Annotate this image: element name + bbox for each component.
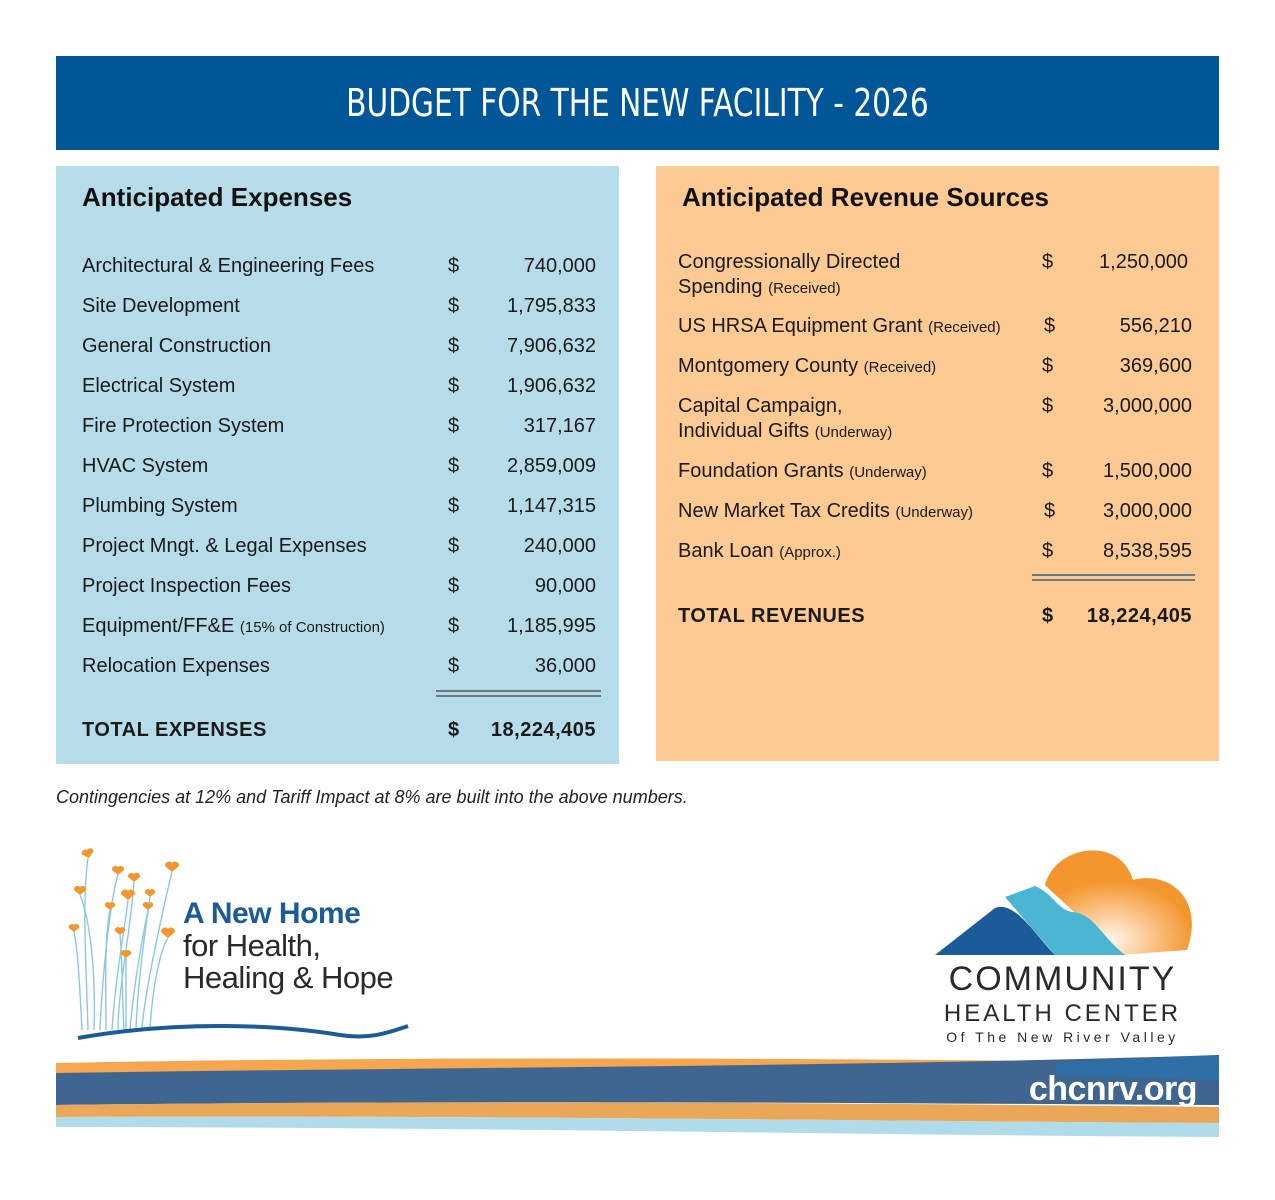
expense-row xyxy=(82,614,602,639)
revenue-status: (Approx.) xyxy=(779,544,841,561)
expense-amount: 90,000 xyxy=(534,575,596,597)
revenue-label-group xyxy=(678,314,1001,340)
title-banner xyxy=(56,56,1219,150)
total-label: TOTAL REVENUES xyxy=(678,605,866,627)
expense-label: Equipment/FF&E xyxy=(82,615,235,637)
currency-symbol: $ xyxy=(448,455,460,477)
expense-amount: 1,185,995 xyxy=(507,615,596,637)
revenue-label: Bank Loan xyxy=(678,540,774,562)
revenue-status: (Received) xyxy=(928,319,1001,336)
currency-symbol: $ xyxy=(1042,355,1054,377)
page-title: BUDGET FOR THE NEW FACILITY - 2026 xyxy=(346,81,929,125)
org-name-line3: Of The New River Valley xyxy=(946,1029,1179,1045)
revenue-label-line1: Capital Campaign, xyxy=(678,395,843,417)
campaign-logo xyxy=(60,840,420,1050)
currency-symbol: $ xyxy=(448,375,460,397)
revenue-status: (Received) xyxy=(768,280,841,297)
tagline-line3: Healing & Hope xyxy=(183,960,394,996)
revenue-label: New Market Tax Credits xyxy=(678,500,890,522)
campaign-tagline xyxy=(183,898,393,995)
revenue-label-group xyxy=(678,250,900,301)
expense-amount: 2,859,009 xyxy=(507,455,596,477)
revenue-amount: 1,500,000 xyxy=(1103,460,1192,482)
footnote: Contingencies at 12% and Tariff Impact at 8% are built into the above numbers. xyxy=(56,787,688,807)
expense-label: Project Mngt. & Legal Expenses xyxy=(82,535,367,557)
revenue-label-group xyxy=(678,354,936,380)
currency-symbol: $ xyxy=(1042,460,1054,482)
expense-row xyxy=(82,334,602,359)
expense-row xyxy=(82,654,602,679)
revenue-label: Foundation Grants xyxy=(678,460,844,482)
currency-symbol: $ xyxy=(448,335,460,357)
revenue-title: Anticipated Revenue Sources xyxy=(682,182,1049,212)
expense-label: HVAC System xyxy=(82,455,209,477)
expense-label: Architectural & Engineering Fees xyxy=(82,255,375,277)
expense-amount: 1,147,315 xyxy=(507,495,596,517)
revenue-panel xyxy=(656,166,1219,761)
expense-label: Site Development xyxy=(82,295,240,317)
revenue-label: Montgomery County xyxy=(678,355,859,377)
revenue-label-line1: Congressionally Directed xyxy=(678,251,901,273)
expense-row xyxy=(82,254,602,279)
expense-amount: 36,000 xyxy=(534,655,596,677)
expense-label: Relocation Expenses xyxy=(82,655,270,677)
tagline-line1: A New Home xyxy=(183,897,361,930)
website-link[interactable]: chcnrv.org xyxy=(1028,1070,1197,1108)
revenue-amount: 3,000,000 xyxy=(1103,395,1192,417)
currency-symbol: $ xyxy=(1042,605,1054,627)
currency-symbol: $ xyxy=(448,655,460,677)
expense-amount: 7,906,632 xyxy=(507,335,596,357)
currency-symbol: $ xyxy=(1044,315,1056,337)
total-divider xyxy=(436,690,601,697)
expense-row xyxy=(82,494,602,519)
expense-label-group xyxy=(82,614,385,640)
revenue-label: US HRSA Equipment Grant xyxy=(678,315,923,337)
expenses-total-row xyxy=(82,718,602,743)
organization-logo xyxy=(905,840,1215,1050)
expense-amount: 240,000 xyxy=(523,535,596,557)
revenue-row xyxy=(678,394,1198,444)
revenue-label-group xyxy=(678,499,973,525)
revenue-amount: 369,600 xyxy=(1119,355,1192,377)
expense-amount: 1,906,632 xyxy=(507,375,596,397)
tagline-line2: for Health, xyxy=(183,927,321,963)
revenue-status: (Underway) xyxy=(814,424,893,441)
currency-symbol: $ xyxy=(448,575,460,597)
revenue-status: (Underway) xyxy=(849,464,927,481)
expenses-panel xyxy=(56,166,619,764)
expense-label: Electrical System xyxy=(82,375,236,397)
currency-symbol: $ xyxy=(448,295,460,317)
revenue-amount: 8,538,595 xyxy=(1103,540,1192,562)
currency-symbol: $ xyxy=(1044,500,1056,522)
expense-row xyxy=(82,414,602,439)
currency-symbol: $ xyxy=(1042,395,1054,417)
revenue-amount: 1,250,000 xyxy=(1099,251,1188,273)
currency-symbol: $ xyxy=(448,255,460,277)
revenue-label-group xyxy=(678,539,841,565)
expense-label: General Construction xyxy=(82,335,271,357)
expense-label: Plumbing System xyxy=(82,495,238,517)
expenses-title: Anticipated Expenses xyxy=(82,182,353,212)
total-amount: 18,224,405 xyxy=(1086,605,1192,627)
expense-row xyxy=(82,374,602,399)
revenue-label: Spending xyxy=(678,276,763,298)
currency-symbol: $ xyxy=(448,535,460,557)
expense-note: (15% of Construction) xyxy=(239,619,385,636)
total-divider xyxy=(1032,574,1195,581)
currency-symbol: $ xyxy=(448,615,460,637)
revenue-amount: 556,210 xyxy=(1119,315,1192,337)
expense-row xyxy=(82,534,602,559)
currency-symbol: $ xyxy=(1042,540,1054,562)
revenue-label-group xyxy=(678,459,927,485)
revenue-status: (Received) xyxy=(863,359,937,376)
currency-symbol: $ xyxy=(448,719,460,741)
currency-symbol: $ xyxy=(448,495,460,517)
expense-label: Project Inspection Fees xyxy=(82,575,291,597)
currency-symbol: $ xyxy=(448,415,460,437)
total-amount: 18,224,405 xyxy=(490,719,596,741)
expense-row xyxy=(82,574,602,599)
expense-amount: 317,167 xyxy=(523,415,596,437)
revenue-amount: 3,000,000 xyxy=(1103,500,1192,522)
org-name-line1: COMMUNITY xyxy=(948,960,1177,998)
expense-label: Fire Protection System xyxy=(82,415,285,437)
expense-amount: 740,000 xyxy=(523,255,596,277)
revenue-label: Individual Gifts xyxy=(678,420,810,442)
expense-row xyxy=(82,294,602,319)
expense-row xyxy=(82,454,602,479)
currency-symbol: $ xyxy=(1042,251,1054,273)
expense-amount: 1,795,833 xyxy=(507,295,596,317)
total-label: TOTAL EXPENSES xyxy=(82,719,267,741)
revenue-status: (Underway) xyxy=(895,504,974,521)
revenue-row xyxy=(678,250,1198,300)
mountain-river-sun-icon xyxy=(905,840,1215,965)
revenue-label-group xyxy=(678,394,892,445)
org-name-line2: HEALTH CENTER xyxy=(943,1000,1182,1027)
